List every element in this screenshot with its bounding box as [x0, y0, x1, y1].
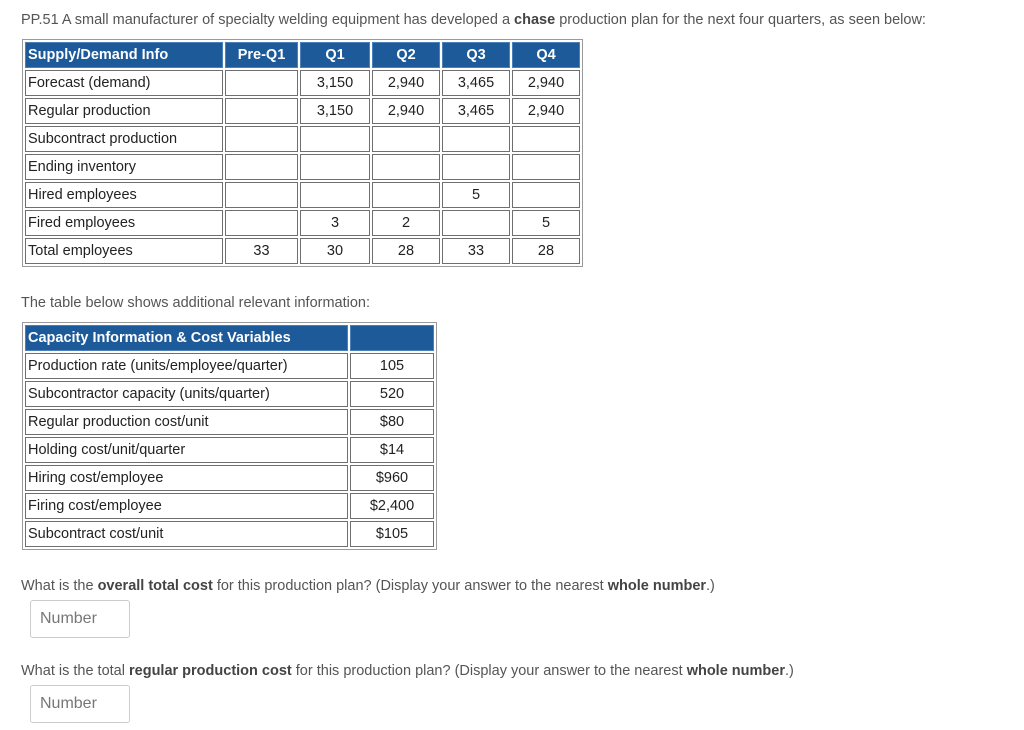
row-label: Subcontract cost/unit [25, 521, 348, 547]
problem-emphasis: chase [514, 12, 556, 28]
table-cell: 3,150 [300, 70, 370, 96]
row-label: Firing cost/employee [25, 493, 348, 519]
supply-header-q2: Q2 [372, 42, 440, 68]
capacity-header-row [25, 325, 434, 351]
question-2-emphasis: regular production cost [129, 663, 292, 679]
table-cell [372, 182, 440, 208]
capacity-header-value [350, 325, 434, 351]
question-1 [21, 578, 715, 594]
row-label: Subcontract production [25, 126, 223, 152]
table-row [25, 154, 580, 180]
table-cell: 33 [225, 238, 298, 264]
table-cell [300, 182, 370, 208]
row-label: Forecast (demand) [25, 70, 223, 96]
table-cell: 2 [372, 210, 440, 236]
second-table-intro: The table below shows additional relevant information: [21, 295, 371, 311]
row-label: Regular production [25, 98, 223, 124]
table-cell [512, 154, 580, 180]
table-cell [512, 182, 580, 208]
table-cell: $14 [350, 437, 434, 463]
table-cell: $960 [350, 465, 434, 491]
table-cell [300, 154, 370, 180]
regular-production-cost-input[interactable] [30, 685, 130, 723]
table-cell: $2,400 [350, 493, 434, 519]
table-row [25, 381, 434, 407]
table-cell: 2,940 [372, 98, 440, 124]
table-row [25, 210, 580, 236]
question-2-text: What is the total [21, 663, 129, 679]
table-cell [225, 70, 298, 96]
table-row [25, 521, 434, 547]
table-row [25, 409, 434, 435]
table-cell: 2,940 [512, 70, 580, 96]
row-label: Total employees [25, 238, 223, 264]
question-1-text-end: .) [706, 578, 715, 594]
table-cell: 3,465 [442, 98, 510, 124]
table-cell: 2,940 [512, 98, 580, 124]
table-cell: 28 [512, 238, 580, 264]
supply-header-row [25, 42, 580, 68]
table-cell: 3,465 [442, 70, 510, 96]
table-cell: 2,940 [372, 70, 440, 96]
question-1-text-middle: for this production plan? (Display your answer to the nearest [212, 578, 608, 594]
supply-header-q3: Q3 [442, 42, 510, 68]
table-cell [225, 154, 298, 180]
table-cell: 105 [350, 353, 434, 379]
question-2-text-end: .) [784, 663, 794, 679]
capacity-cost-table [22, 322, 437, 550]
table-row [25, 238, 580, 264]
row-label: Ending inventory [25, 154, 223, 180]
row-label: Holding cost/unit/quarter [25, 437, 348, 463]
row-label: Production rate (units/employee/quarter) [25, 353, 348, 379]
supply-header-label: Supply/Demand Info [25, 42, 223, 68]
table-cell: 3,150 [300, 98, 370, 124]
supply-header-q4: Q4 [512, 42, 580, 68]
supply-header-pre-q1: Pre-Q1 [225, 42, 298, 68]
table-row [25, 98, 580, 124]
table-cell [442, 154, 510, 180]
problem-text-before: PP.51 A small manufacturer of specialty welding equipment has developed a [21, 12, 515, 28]
table-cell [372, 154, 440, 180]
table-row [25, 353, 434, 379]
table-row [25, 465, 434, 491]
table-cell: 28 [372, 238, 440, 264]
table-cell [442, 210, 510, 236]
table-row [25, 182, 580, 208]
table-cell [512, 126, 580, 152]
supply-demand-table [22, 39, 583, 267]
table-cell: 30 [300, 238, 370, 264]
table-row [25, 126, 580, 152]
row-label: Regular production cost/unit [25, 409, 348, 435]
row-label: Subcontractor capacity (units/quarter) [25, 381, 348, 407]
problem-text-after: production plan for the next four quarters, as seen below: [555, 12, 926, 28]
table-cell [372, 126, 440, 152]
question-2 [21, 663, 794, 679]
question-1-emphasis-2: whole number [607, 578, 707, 594]
question-2-emphasis-2: whole number [686, 663, 785, 679]
table-row [25, 493, 434, 519]
table-cell: 5 [512, 210, 580, 236]
table-cell: 3 [300, 210, 370, 236]
table-cell [442, 126, 510, 152]
row-label: Fired employees [25, 210, 223, 236]
question-2-text-middle: for this production plan? (Display your answer to the nearest [291, 663, 687, 679]
table-cell [225, 182, 298, 208]
table-row [25, 437, 434, 463]
table-cell: $105 [350, 521, 434, 547]
table-cell [225, 210, 298, 236]
overall-total-cost-input[interactable] [30, 600, 130, 638]
table-cell [300, 126, 370, 152]
question-1-text: What is the [21, 578, 98, 594]
table-cell [225, 126, 298, 152]
table-cell: 520 [350, 381, 434, 407]
table-cell: 5 [442, 182, 510, 208]
row-label: Hiring cost/employee [25, 465, 348, 491]
row-label: Hired employees [25, 182, 223, 208]
table-row [25, 70, 580, 96]
question-1-emphasis: overall total cost [97, 578, 213, 594]
table-cell: $80 [350, 409, 434, 435]
problem-statement [21, 12, 926, 28]
capacity-header-label: Capacity Information & Cost Variables [25, 325, 348, 351]
supply-header-q1: Q1 [300, 42, 370, 68]
table-cell [225, 98, 298, 124]
table-cell: 33 [442, 238, 510, 264]
